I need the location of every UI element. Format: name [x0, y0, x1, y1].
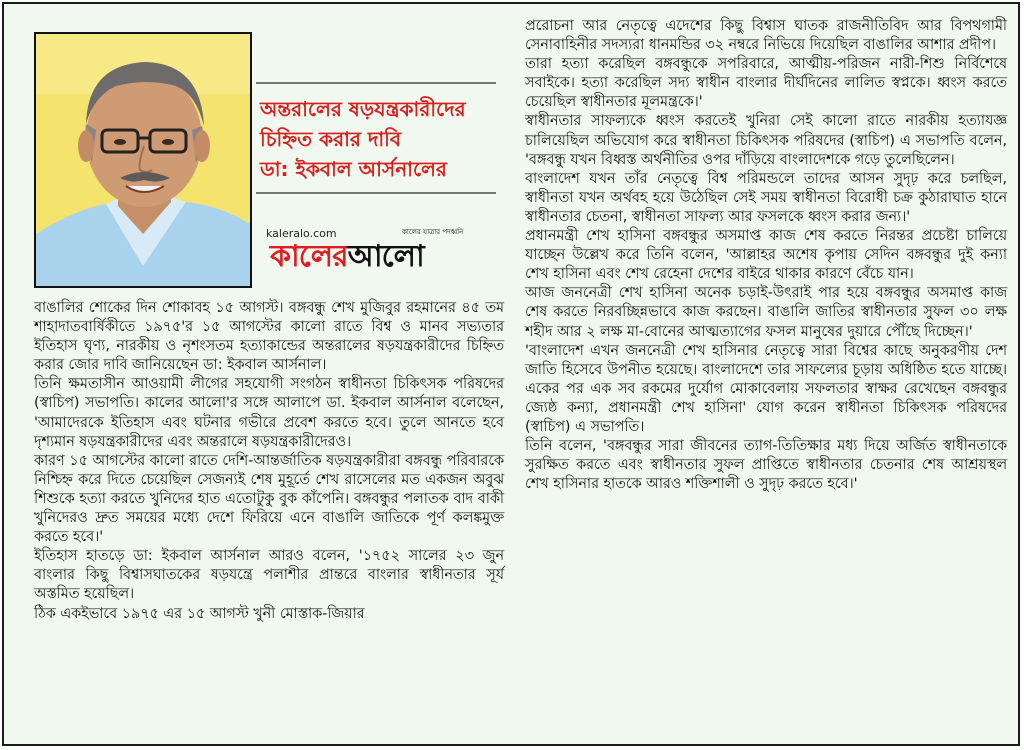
- article-paragraph: আজ জননেত্রী শেখ হাসিনা অনেক চড়াই-উৎরাই পার হয়ে বঙ্গবন্ধুর অসমাপ্ত কাজ শেষ করতে নিরবচ্ছিন্নভাবে কাজ করছেন। বাঙালি জাতির স্বাধীনতার সুফল ৩০ লক্ষ শহীদ আর ২ লক্ষ মা-বোনের আত্মত্যাগের ফসল মানুষের দুয়ারে পৌঁছে দিচ্ছেন।': [525, 285, 1007, 340]
- article-paragraph: 'বাংলাদেশ এখন জননেত্রী শেখ হাসিনার নেতৃত্বে সারা বিশ্বের কাছে অনুকরণীয় দেশ জাতি হিসেবে উপনীত হয়েছে। বাংলাদেশে তার সাফল্যের চূড়ায় অধিষ্ঠিত হতে যাচ্ছে। একের পর এক সব রকমের দুর্যোগ মোকাবেলায় সফলতার স্বাক্ষর রেখেছেন বঙ্গবন্ধুর জ্যেষ্ঠ কন্যা, প্রধানমন্ত্রী শেখ হাসিনা' যোগ করেন স্বাধীনতা চিকিৎসক পরিষদের (স্বাচিপ) এ সভাপতি।: [525, 342, 1007, 435]
- article-paragraph: বাংলাদেশ যখন তাঁর নেতৃত্বে বিশ্ব পরিমন্ডলে তাদের আসন সুদৃঢ় করে চলছিল, স্বাধীনতা যখন অর্থবহ হয়ে উঠেছিল সেই সময় স্বাধীনতা বিরোধী চক্র কুঠারাঘাত হানে স্বাধীনতার চেতনা, স্বাধীনতা সাফল্য আর ফসলকে ধ্বংস করার জন্য।': [525, 170, 1007, 225]
- article-paragraph: ইতিহাস হাতড়ে ডা: ইকবাল আর্সনাল আরও বলেন, '১৭৫২ সালের ২৩ জুন বাংলার কিছু বিশ্বাসঘাতকের ষড়যন্ত্রে পলাশীর প্রান্তরে বাংলার স্বাধীনতার সূর্য অস্তমিত হয়েছিল।: [34, 548, 504, 603]
- article-paragraph: তারা হত্যা করেছিল বঙ্গবন্ধুকে সপরিবারে, আত্মীয়-পরিজন নারী-শিশু নির্বিশেষে সবাইকে। হত্যা করেছিল সদ্য স্বাধীন বাংলার দীর্ঘদিনের লালিত স্বপ্নকে। ধ্বংস করতে চেয়েছিল স্বাধীনতার মূলমন্ত্রকে।': [525, 56, 1007, 111]
- brand-url: kaleralo.com: [266, 227, 337, 240]
- headline-line-2: চিহ্নিত করার দাবি: [260, 127, 402, 151]
- portrait-illustration: [36, 34, 250, 286]
- headline-line-1: অন্তরালের ষড়যন্ত্রকারীদের: [260, 97, 466, 121]
- article-paragraph: তিনি বলেন, 'বঙ্গবন্ধুর সারা জীবনের ত্যাগ-তিতিক্ষার মধ্য দিয়ে অর্জিত স্বাধীনতাকে সুরক্ষিত করতে এবং স্বাধীনতার সুফল প্রাপ্তিতে স্বাধীনতার চেতনার শেষ আশ্রয়স্থল শেখ হাসিনার হাতকে আরও শক্তিশালী ও সুদৃঢ় করতে হবে।': [525, 438, 1007, 493]
- article-paragraph: প্ররোচনা আর নেতৃত্বে এদেশের কিছু বিশ্বাস ঘাতক রাজনীতিবিদ আর বিপথগামী সেনাবাহিনীর সদস্যরা ধানমন্ডির ৩২ নম্বরে নিভিয়ে দিয়েছিল বাঙালির আশার প্রদীপ।: [525, 18, 1007, 54]
- logo-text-black: আলো: [347, 239, 424, 274]
- article-paragraph: বাঙালির শোকের দিন শোকাবহ ১৫ আগস্ট। বঙ্গবন্ধু শেখ মুজিবুর রহমানের ৪৫ তম শাহাদাতবার্ষিকীতে ১৯৭৫'র ১৫ আগস্টের কালো রাতে বিশ্ব ও মানব সভ্যতার ইতিহাস ঘৃণ্য, নারকীয় ও নৃশংসতম হত্যাকান্ডের অন্তরালের ষড়যন্ত্রকারীদের চিহ্নিত করার জোর দাবি জানিয়েছেন ডা: ইকবাল আর্সনাল।: [34, 300, 504, 374]
- article-paragraph: তিনি ক্ষমতাসীন আওয়ামী লীগের সহযোগী সংগঠন স্বাধীনতা চিকিৎসক পরিষদের (স্বাচিপ) সভাপতি। কালের আলো'র সঙ্গে আলাপে ডা. ইকবাল আর্সনাল বলেছেন, 'আমাদেরকে ইতিহাস এবং ঘটনার গভীরে প্রবেশ করতে হবে। তুলে আনতে হবে দৃশ্যমান ষড়যন্ত্রকারীদের এবং অন্তরালে ষড়যন্ত্রকারীদেরও।: [34, 376, 504, 450]
- article-paragraph: কারণ ১৫ আগস্টের কালো রাতে দেশি-আন্তর্জাতিক ষড়যন্ত্রকারীরা বঙ্গবন্ধু পরিবারকে নিশ্চিহ্ন করে দিতে চেয়েছিল সেজন্যই শেষ মুহূর্তে শেখ রাসেলের মত একজন অবুঝ শিশুকে হত্যা করতে খুনিদের হাত এতোটুকু বুক কাঁপেনি। বঙ্গবন্ধুর পলাতক বাদ বাকী খুনিদেরও দ্রুত সময়ের মধ্যে দেশে ফিরিয়ে এনে বাঙালি জাতিকে পূর্ণ কলঙ্কমুক্ত করতে হবে।': [34, 452, 504, 546]
- article-paragraph: ঠিক একইভাবে ১৯৭৫ এর ১৫ আগস্ট খুনী মোস্তাক-জিয়ার: [34, 605, 365, 622]
- headline: [256, 82, 496, 194]
- logo-text-red: কালের: [270, 239, 348, 274]
- article-paragraph: প্রধানমন্ত্রী শেখ হাসিনা বঙ্গবন্ধুর অসমাপ্ত কাজ শেষ করতে নিরন্তর প্রচেষ্টা চালিয়ে যাচ্ছেন উল্লেখ করে তিনি বলেন, 'আল্লাহর অশেষ কৃপায় সেদিন বঙ্গবন্ধুর দুই কন্যা শেখ হাসিনা এবং শেখ রেহেনা দেশের বাইরে থাকার কারণে বেঁচে যান।: [525, 228, 1007, 283]
- author-portrait-photo: [34, 32, 252, 288]
- article-column-left: [34, 299, 504, 624]
- headline-line-3: ডা: ইকবাল আর্সনালের: [260, 157, 447, 181]
- kaler-alo-logo: [270, 238, 424, 276]
- article-column-right: [525, 17, 1007, 494]
- article-paragraph: স্বাধীনতার সাফল্যকে ধ্বংস করতেই খুনিরা সেই কালো রাতে নারকীয় হত্যাযজ্ঞ চালিয়েছিল অভিযোগ করে স্বাধীনতা চিকিৎসক পরিষদের (স্বাচিপ) এ সভাপতি বলেন, 'বঙ্গবন্ধু যখন বিধ্বস্ত অর্থনীতির ওপর দাঁড়িয়ে বাংলাদেশকে গড়ে তুলেছিলেন।: [525, 113, 1007, 168]
- newspaper-clipping: [2, 2, 1020, 746]
- brand-tagline: কালের যাত্রার পদধ্বনি: [402, 228, 464, 236]
